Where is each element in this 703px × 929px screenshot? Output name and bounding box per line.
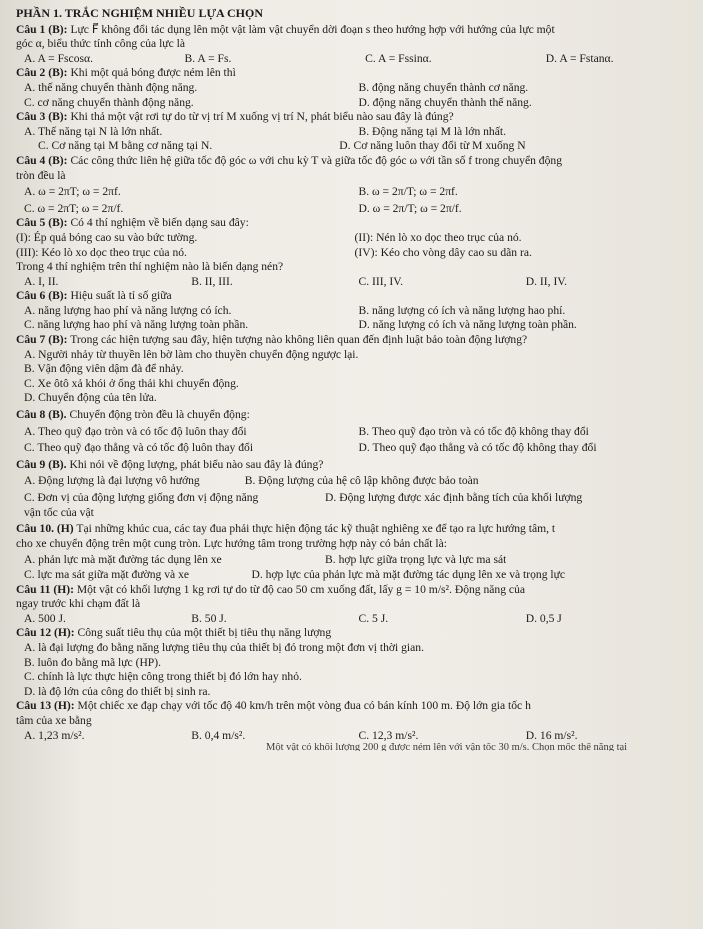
option-c[interactable]: C. năng lượng hao phí và năng lượng toàn phần.: [24, 318, 249, 332]
option-b[interactable]: B. luôn đo bằng mã lực (HP).: [24, 655, 162, 669]
question-11: [16, 583, 693, 627]
question-stem: Có 4 thí nghiệm về biến dạng sau đây:: [70, 216, 249, 230]
option-d[interactable]: D. II, IV.: [525, 274, 568, 288]
question-5: [16, 216, 693, 289]
option-b[interactable]: B. Động năng tại M là lớn nhất.: [358, 124, 506, 138]
question-label: Câu 7 (B):: [16, 333, 68, 347]
option-c[interactable]: C. ω = 2πT; ω = 2π/f.: [24, 201, 124, 215]
option-d-continued: vận tốc của vật: [24, 505, 94, 519]
option-a[interactable]: A. 500 J.: [24, 611, 66, 625]
question-6: [16, 289, 693, 333]
question-7: [16, 333, 693, 406]
option-a[interactable]: A. ω = 2πT; ω = 2πf.: [24, 185, 121, 199]
option-d[interactable]: D. động năng chuyển thành thế năng.: [358, 95, 532, 109]
question-label: Câu 6 (B):: [16, 289, 68, 303]
option-d[interactable]: D. năng lượng có ích và năng lượng toàn phần.: [358, 318, 577, 332]
option-d[interactable]: D. hợp lực của phản lực mà mặt đường tác dụng lên xe và trọng lực: [251, 567, 566, 581]
question-10: [16, 522, 693, 582]
question-label: Câu 11 (H):: [16, 582, 74, 596]
question-label: Câu 8 (B).: [16, 408, 67, 422]
option-b[interactable]: B. ω = 2π/T; ω = 2πf.: [358, 185, 458, 199]
question-stem: Hiệu suất là tỉ số giữa: [70, 289, 172, 303]
option-c[interactable]: C. cơ năng chuyển thành động năng.: [24, 95, 194, 109]
question-8: [16, 408, 693, 456]
question-2: [16, 66, 693, 110]
option-d[interactable]: D. Theo quỹ đạo thẳng và có tốc độ không thay đổi: [358, 441, 597, 455]
question-stem: góc α, biểu thức tính công của lực là: [16, 37, 185, 51]
question-label: Câu 12 (H):: [16, 626, 75, 640]
option-d[interactable]: D. là độ lớn của công do thiết bị sinh ra.: [24, 684, 211, 698]
question-stem: Lực F⃗ không đổi tác dụng lên một vật làm vật chuyển dời đoạn s theo hướng hợp với hướng của lực một: [70, 22, 555, 36]
question-1: [16, 23, 693, 67]
question-13: [16, 699, 693, 751]
question-label: Câu 13 (H):: [16, 699, 75, 713]
question-label: Câu 3 (B):: [16, 110, 68, 124]
option-b[interactable]: B. 0,4 m/s².: [191, 728, 246, 742]
experiment-item: (IV): Kéo cho vòng dây cao su dãn ra.: [354, 245, 532, 259]
question-label: Câu 4 (B):: [16, 153, 68, 167]
option-b[interactable]: B. Động lượng của hệ cô lập không được bảo toàn: [244, 474, 479, 488]
question-label: Câu 2 (B):: [16, 66, 68, 80]
option-a[interactable]: A. Động lượng là đại lượng vô hướng: [24, 474, 200, 488]
option-c[interactable]: C. 5 J.: [358, 611, 389, 625]
option-c[interactable]: C. Đơn vị của động lượng giống đơn vị động năng: [24, 491, 259, 504]
experiment-item: (III): Kéo lò xo dọc theo trục của nó.: [16, 245, 187, 259]
question-stem: tròn đều là: [16, 168, 66, 182]
option-c[interactable]: C. Theo quỹ đạo thẳng và có tốc độ luôn thay đổi: [24, 441, 254, 455]
option-d[interactable]: D. Động lượng được xác định bằng tích của khối lượng: [325, 491, 583, 504]
option-c[interactable]: C. Xe ôtô xả khói ở ống thải khi chuyển động.: [24, 376, 239, 390]
question-label: Câu 9 (B).: [16, 457, 67, 471]
question-12: [16, 626, 693, 699]
option-b[interactable]: B. năng lượng có ích và năng lượng hao phí.: [358, 303, 566, 317]
option-a[interactable]: A. I, II.: [24, 274, 59, 288]
question-label: Câu 5 (B):: [16, 216, 68, 230]
option-c[interactable]: C. lực ma sát giữa mặt đường và xe: [24, 567, 190, 581]
question-label: Câu 1 (B):: [16, 22, 68, 36]
option-d[interactable]: D. ω = 2π/T; ω = 2π/f.: [358, 201, 462, 215]
option-a[interactable]: A. năng lượng hao phí và năng lượng có ích.: [24, 303, 232, 317]
option-d[interactable]: D. Cơ năng luôn thay đổi từ M xuống N: [339, 139, 526, 153]
option-a[interactable]: A. là đại lượng đo bằng năng lượng tiêu thụ của thiết bị đó trong một đơn vị thời gian.: [24, 640, 424, 654]
question-stem: Chuyển động tròn đều là chuyển động:: [69, 408, 250, 422]
question-sub-stem: Trong 4 thí nghiệm trên thí nghiệm nào là biến dạng nén?: [16, 260, 284, 274]
question-label: Câu 10. (H): [16, 522, 74, 536]
option-d[interactable]: D. 16 m/s².: [525, 728, 578, 742]
question-stem: Trong các hiện tượng sau đây, hiện tượng nào không liên quan đến định luật bảo toàn động lượng?: [70, 333, 528, 347]
experiment-item: (I): Ép quả bóng cao su vào bức tường.: [16, 230, 198, 244]
question-stem: Một vật có khối lượng 1 kg rơi tự do từ độ cao 50 cm xuống đất, lấy g = 10 m/s². Động năng của: [76, 582, 526, 596]
option-a[interactable]: A. 1,23 m/s².: [24, 728, 85, 742]
question-9: [16, 458, 693, 520]
question-3: [16, 110, 693, 154]
option-c[interactable]: C. Cơ năng tại M bằng cơ năng tại N.: [38, 139, 213, 153]
question-stem: tâm của xe bằng: [16, 713, 92, 727]
option-a[interactable]: A. Theo quỹ đạo tròn và có tốc độ luôn thay đổi: [24, 424, 247, 438]
question-stem: Tại những khúc cua, các tay đua phải thực hiện động tác kỹ thuật nghiêng xe để tạo ra lực hướng tâm, t: [76, 522, 556, 536]
section-title: PHẦN 1. TRẮC NGHIỆM NHIỀU LỰA CHỌN: [16, 6, 264, 20]
question-stem: Khi thả một vật rơi tự do từ vị trí M xuống vị trí N, phát biểu nào sau đây là đúng?: [70, 110, 454, 124]
option-b[interactable]: B. 50 J.: [191, 611, 227, 625]
option-c[interactable]: C. chính là lực thực hiện công trong thiết bị đó lớn hay nhỏ.: [24, 670, 302, 684]
option-a[interactable]: A. A = Fscosα.: [24, 51, 93, 65]
question-stem: cho xe chuyển động trên một cung tròn. Lực hướng tâm trong trường hợp này có bản chất là:: [16, 536, 448, 550]
experiment-item: (II): Nén lò xo dọc theo trục của nó.: [354, 230, 522, 244]
option-d[interactable]: D. Chuyển động của tên lửa.: [24, 391, 157, 405]
question-stem: Công suất tiêu thụ của một thiết bị tiêu thụ năng lượng: [77, 626, 332, 640]
option-a[interactable]: A. Thế năng tại N là lớn nhất.: [24, 124, 163, 138]
option-b[interactable]: B. động năng chuyển thành cơ năng.: [358, 80, 529, 94]
option-d[interactable]: D. 0,5 J: [525, 611, 562, 625]
option-b[interactable]: B. hợp lực giữa trọng lực và lực ma sát: [325, 553, 507, 567]
option-c[interactable]: C. A = Fssinα.: [365, 51, 432, 65]
question-stem: Khi một quả bóng được ném lên thì: [70, 66, 236, 80]
option-b[interactable]: B. II, III.: [191, 274, 233, 288]
question-stem: Khi nói về động lượng, phát biểu nào sau đây là đúng?: [69, 457, 324, 471]
option-b[interactable]: B. A = Fs.: [184, 51, 232, 65]
option-a[interactable]: A. Người nhảy từ thuyền lên bờ làm cho thuyền chuyển động ngược lại.: [24, 347, 359, 361]
question-4: [16, 154, 693, 216]
option-a[interactable]: A. thế năng chuyển thành động năng.: [24, 80, 198, 94]
option-d[interactable]: D. A = Fstanα.: [545, 51, 614, 65]
option-c[interactable]: C. 12,3 m/s².: [358, 728, 419, 742]
option-c[interactable]: C. III, IV.: [358, 274, 404, 288]
option-b[interactable]: B. Vận động viên dậm đà để nhảy.: [24, 362, 184, 376]
option-b[interactable]: B. Theo quỹ đạo tròn và có tốc độ không thay đổi: [358, 424, 589, 438]
cutoff-next-question: Một vật có khối lượng 200 g được ném lên với vận tốc 30 m/s. Chọn mốc thế năng tại: [266, 743, 628, 752]
question-stem: Một chiếc xe đạp chạy với tốc độ 40 km/h trên một vòng đua có bán kính 100 m. Độ lớn gia tốc h: [77, 699, 531, 713]
option-a[interactable]: A. phản lực mà mặt đường tác dụng lên xe: [24, 553, 222, 567]
question-stem: ngay trước khi chạm đất là: [16, 597, 141, 611]
question-stem: Các công thức liên hệ giữa tốc độ góc ω với chu kỳ T và giữa tốc độ góc ω với tần số f trong chuyển động: [70, 153, 562, 167]
